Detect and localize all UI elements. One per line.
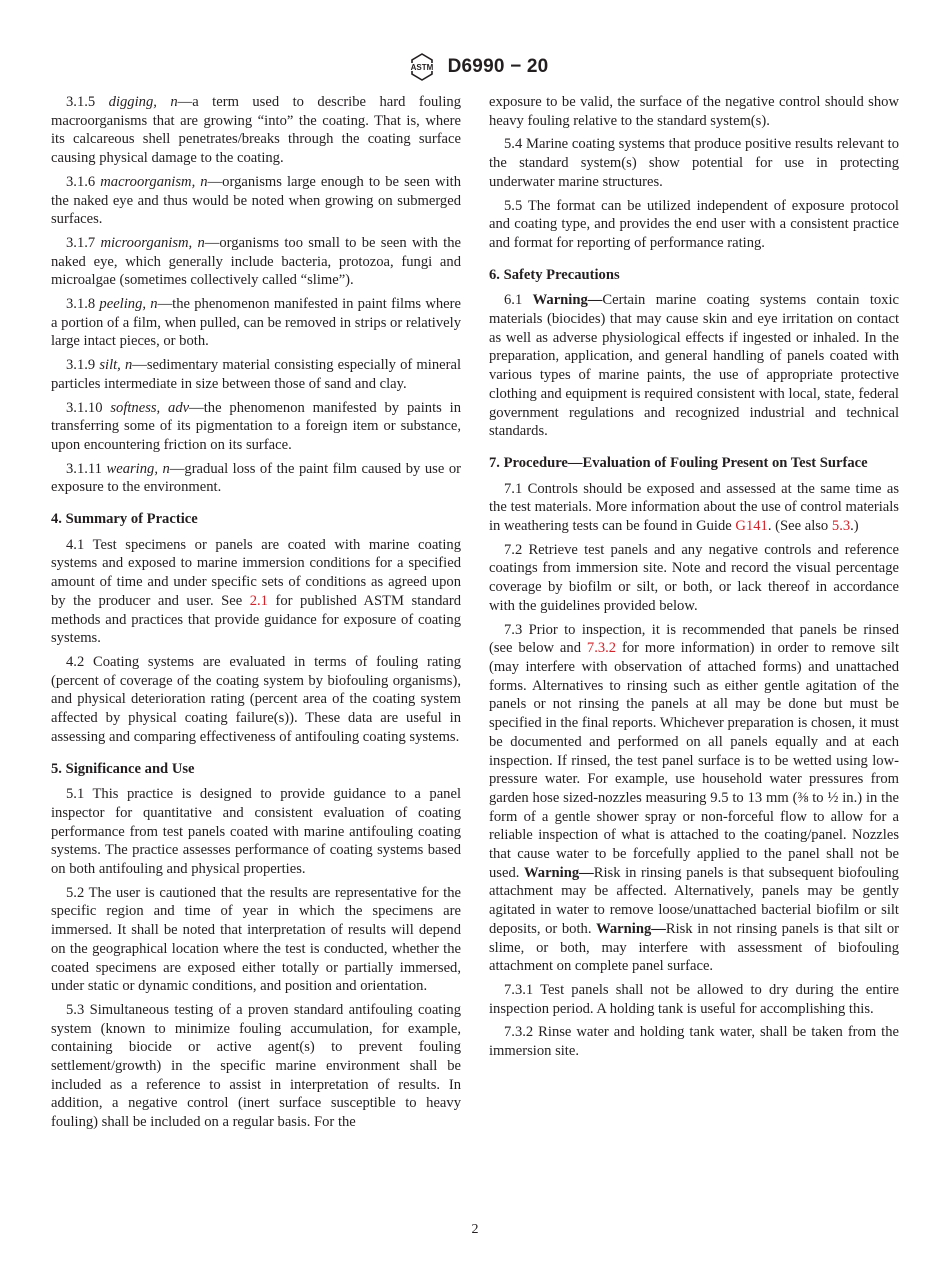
para-4-2: 4.2 Coating systems are evaluated in terms of fouling rating (percent of coverage of the coating system by biofouling organisms), and physical deterioration rating (percent area of the coating system affected by physical coating failure(s)). These data are useful in assessing and comparing effectiveness of antifouling coating systems. <box>51 653 461 745</box>
para-7-3: 7.3 Prior to inspection, it is recommended that panels be rinsed (see below and 7.3.2 for more information) in order to remove silt (may interfere with observation of attached forms) and unattached forms. Alternatives to rinsing such as either gentle agitation of the panels or not rinsing the panels at all may be done but must be specified in the final reports. Whichever preparation is chosen, it must be documented and performed on all panels equally and at each inspection. If rinsed, the test panel surface is to be wetted using low-pressure water. For example, use household water pressures from garden hose sized-nozzles measuring 9.5 to 13 mm (⅜ to ½ in.) in the form of a gentle shower spray or non-forceful flow to allow for a reliable inspection of what is attached to the coating/panel. Nozzles that cause water to be forcefully applied to the panel shall not be used. Warning—Risk in rinsing panels is that subsequent biofouling attachment may be affected. Alternatively, panels may be gently agitated in water to remove loose/unattached bacterial biofilm or silt deposits, or both. Warning—Risk in not rinsing panels is that silt or slime, or both, may interfere with assessment of biofouling attachment on complete panel surface. <box>489 621 899 975</box>
para-3-1-7: 3.1.7 microorganism, n—organisms too small to be seen with the naked eye, which generally include bacteria, protozoa, fungi and microalgae (sometimes collectively called “slime”). <box>51 234 461 289</box>
link-g141[interactable]: G141 <box>735 518 768 535</box>
para-7-3-1: 7.3.1 Test panels shall not be allowed to dry during the entire inspection period. A holding tank is useful for accomplishing this. <box>489 981 899 1017</box>
para-3-1-11: 3.1.11 wearing, n—gradual loss of the paint film caused by use or exposure to the environment. <box>51 460 461 496</box>
para-5-3: 5.3 Simultaneous testing of a proven standard antifouling coating system (known to minimize fouling accumulation, for example, containing biocide or active agent(s) to prevent fouling settlement/growth) in the specific marine environment shall be included as a reference to assist in interpretation of results. In addition, a negative control (inert surface susceptible to heavy fouling) shall be included on a regular basis. For the <box>51 1001 461 1131</box>
para-3-1-5: 3.1.5 digging, n—a term used to describe hard fouling macroorganisms that are growing “into” the coating. That is, where its calcareous shell penetrates/breaks through the coating surface causing physical damage to the coating. <box>51 94 462 167</box>
para-7-3-2: 7.3.2 Rinse water and holding tank water, shall be taken from the immersion site. <box>489 1024 899 1060</box>
para-7-2: 7.2 Retrieve test panels and any negative controls and reference coatings from immersion site. Note and record the visual percentage coverage by biofilm or silt, or both, or lack thereof in accordance with the guidelines provided below. <box>489 541 899 614</box>
para-3-1-8: 3.1.8 peeling, n—the phenomenon manifested in paint films where a portion of a film, when pulled, can be removed in strips or relatively large intact pieces, or both. <box>51 296 461 350</box>
para-3-1-6: 3.1.6 macroorganism, n—organisms large enough to be seen with the naked eye and thus would be noted when growing on submerged surfaces. <box>51 173 461 228</box>
link-7-3-2[interactable]: 7.3.2 <box>586 640 617 657</box>
section-6-heading: 6. Safety Precautions <box>489 266 620 283</box>
warning-label: Warning— <box>532 292 603 309</box>
left-column <box>51 93 461 1137</box>
page-header <box>0 52 950 82</box>
para-5-3-continued: exposure to be valid, the surface of the negative control should show heavy fouling relative to the standard system(s). <box>489 94 899 129</box>
para-6-1: 6.1 Warning—Certain marine coating systems contain toxic materials (biocides) that may cause skin and eye irritation on contact as well as adverse physiological effects if ingested or inhaled. In the preparation, application, and general handling of panels coated with various types of marine paints, the use of appropriate protective clothing and equipment is required consistent with local, state, federal government regulations and recognized industrial and technical standards. <box>489 292 900 440</box>
warning-label: Warning— <box>596 920 666 937</box>
para-7-1: 7.1 Controls should be exposed and assessed at the same time as the test materials. More information about the use of control materials in weathering tests can be found in Guide G141. (See also 5.3.) <box>489 480 899 535</box>
warning-label: Warning— <box>523 864 594 881</box>
para-5-4: 5.4 Marine coating systems that produce positive results relevant to the standard system(s) show potential for use in protecting underwater marine structures. <box>489 136 899 190</box>
para-5-5: 5.5 The format can be utilized independent of exposure protocol and coating type, and provides the end user with a consistent practice and format for reporting of performance rating. <box>489 197 899 251</box>
logo-text: ASTM <box>410 63 433 72</box>
para-3-1-9: 3.1.9 silt, n—sedimentary material consisting especially of mineral particles intermediate in size between those of sand and clay. <box>51 357 461 392</box>
astm-logo-icon <box>402 52 442 82</box>
link-2-1[interactable]: 2.1 <box>249 592 268 609</box>
para-4-1: 4.1 Test specimens or panels are coated with marine coating systems and exposed to marine immersion conditions for a specified amount of time and under specific sets of conditions as agreed upon by the producer and user. See 2.1 for published ASTM standard methods and practices that provide guidance for exposure of coating systems. <box>51 536 461 647</box>
right-column <box>489 93 899 1066</box>
document-designation: D6990 − 20 <box>447 56 549 77</box>
section-5-heading: 5. Significance and Use <box>51 760 195 777</box>
para-5-2: 5.2 The user is cautioned that the results are representative for the specific region and time of year in which the specimens are immersed. It shall be noted that interpretation of results will depend on the geographical location where the test is conducted, whether the coated specimens are exposed either totally or partially immersed, under static or dynamic conditions, and position and orientation. <box>51 884 461 995</box>
para-5-1: 5.1 This practice is designed to provide guidance to a panel inspector for quantitative and consistent evaluation of coating performance from test panels coated with marine antifouling coating systems. The practice assesses performance of coating systems based on both antifouling and physical properties. <box>51 786 461 878</box>
para-3-1-10: 3.1.10 softness, adv—the phenomenon manifested by paints in transferring some of its pigmentation to a foreign item or substance, upon encountering friction on its surface. <box>51 399 462 453</box>
section-4-heading: 4. Summary of Practice <box>51 511 198 528</box>
link-5-3[interactable]: 5.3 <box>831 518 851 535</box>
section-7-heading: 7. Procedure—Evaluation of Fouling Present on Test Surface <box>489 454 868 471</box>
page-number: 2 <box>471 1222 479 1237</box>
